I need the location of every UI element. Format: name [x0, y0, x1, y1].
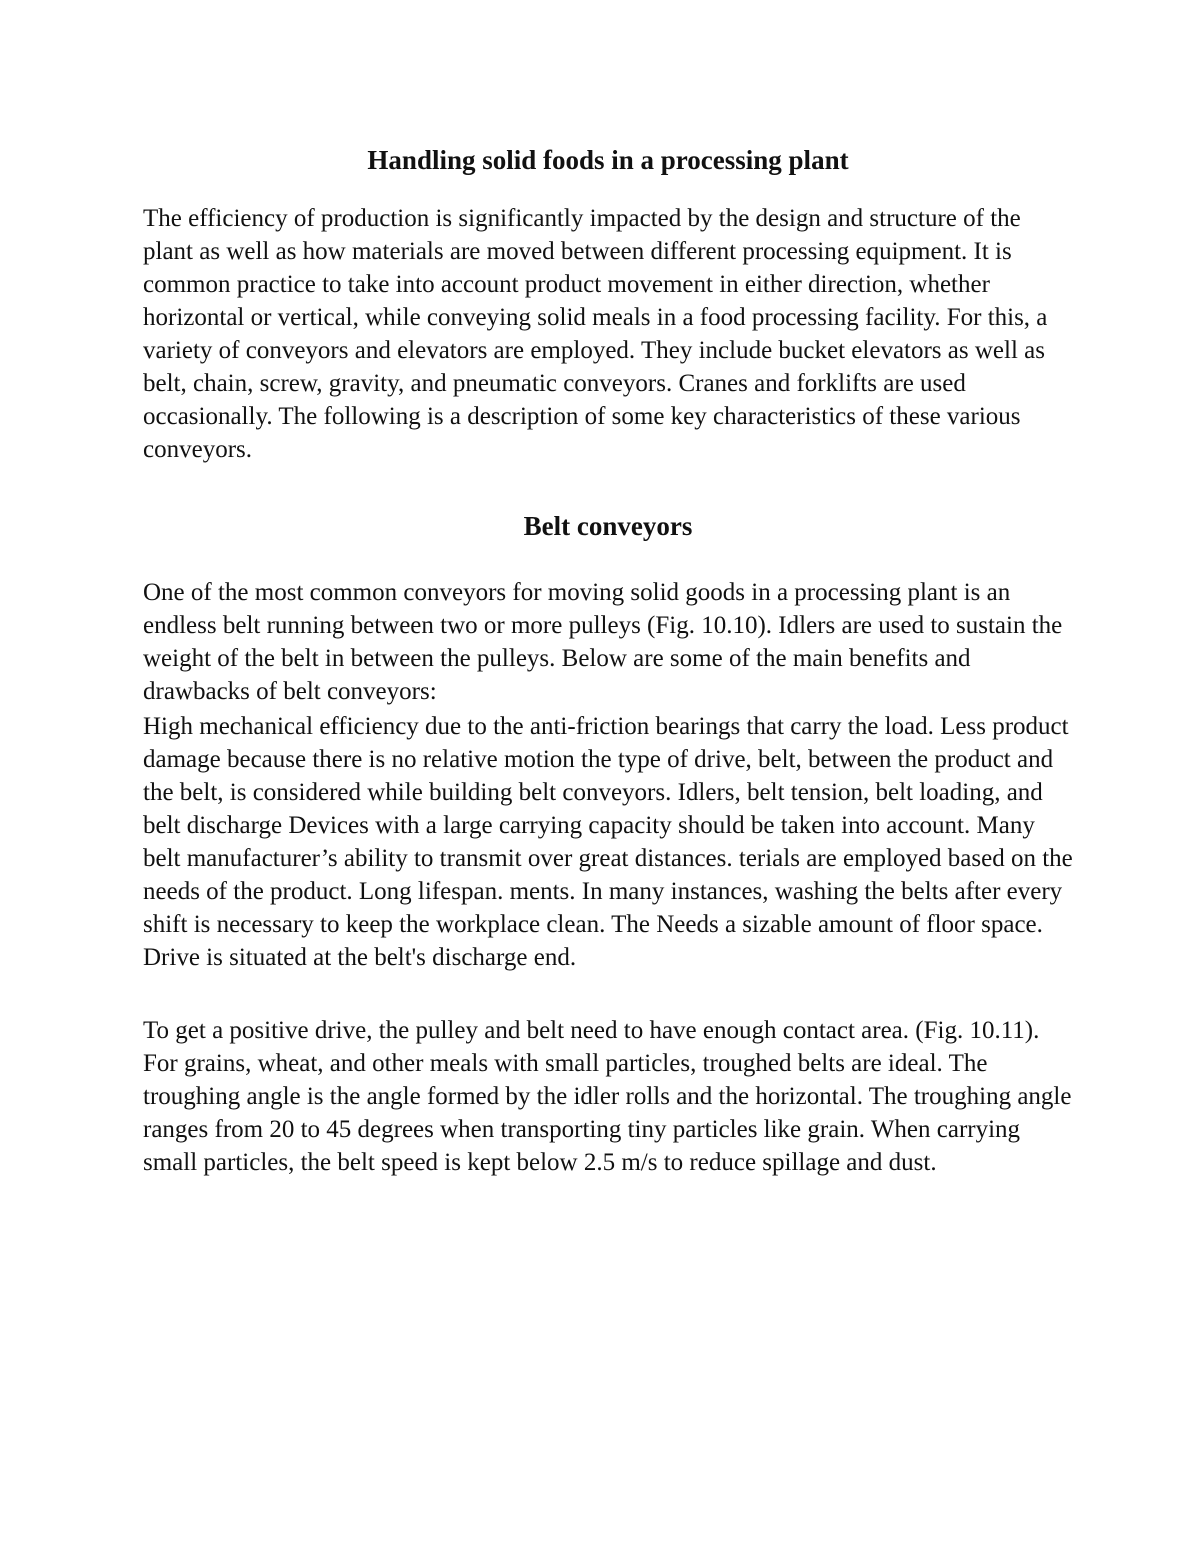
- belt-paragraph-1: One of the most common conveyors for moving solid goods in a processing plant is an endless belt running between two or more pulleys (Fig. 10.10). Idlers are used to sustain the weight of the belt in between the pulleys. Below are some of the main benefits and drawbacks of belt conveyors:: [143, 579, 1063, 705]
- belt-paragraph-3: To get a positive drive, the pulley and belt need to have enough contact area. (Fig. 10.11). For grains, wheat, and other meals with small particles, troughed belts are ideal. The troughing angle is the angle formed by the idler rolls and the horizontal. The troughing angle ranges from 20 to 45 degrees when transporting tiny particles like grain. When carrying small particles, the belt speed is kept below 2.5 m/s to reduce spillage and dust.: [143, 1017, 1072, 1176]
- document-body: [143, 140, 1073, 1179]
- paragraph-spacer: [143, 974, 1073, 1014]
- document-title: Handling solid foods in a processing plant: [367, 145, 849, 175]
- intro-paragraph: The efficiency of production is significantly impacted by the design and structure of the plant as well as how materials are moved between different processing equipment. It is common practice to take into account product movement in either direction, whether horizontal or vertical, while conveying solid meals in a food processing facility. For this, a variety of conveyors and elevators are employed. They include bucket elevators as well as belt, chain, screw, gravity, and pneumatic conveyors. Cranes and forklifts are used occasionally. The following is a description of some key characteristics of these various conveyors.: [143, 205, 1048, 463]
- section-heading-belt-conveyors: Belt conveyors: [523, 511, 693, 541]
- belt-paragraph-2: High mechanical efficiency due to the anti-friction bearings that carry the load. Less product damage because there is no relative motion the type of drive, belt, between the product and the belt, is considered while building belt conveyors. Idlers, belt tension, belt loading, and belt discharge Devices with a large carrying capacity should be taken into account. Many belt manufacturer’s ability to transmit over great distances. terials are employed based on the needs of the product. Long lifespan. ments. In many instances, washing the belts after every shift is necessary to keep the workplace clean. The Needs a sizable amount of floor space. Drive is situated at the belt's discharge end.: [143, 713, 1073, 971]
